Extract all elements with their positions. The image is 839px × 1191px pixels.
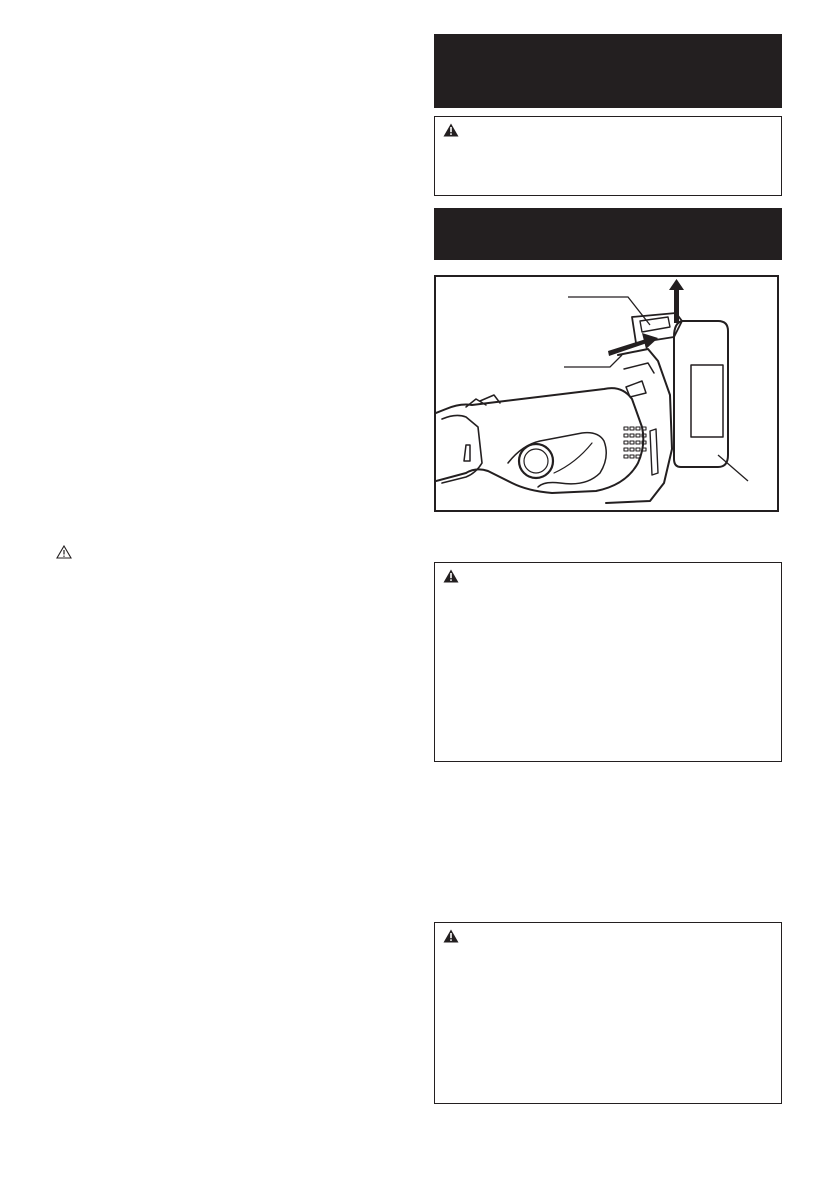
callout-leader-3 — [718, 455, 748, 481]
caution-box — [434, 922, 782, 1104]
tool-illustration — [436, 277, 777, 510]
callout-leader-1 — [568, 297, 650, 325]
caution-box — [434, 116, 782, 196]
battery-pack — [674, 321, 728, 467]
caution-triangle-outline-icon — [56, 545, 72, 559]
section-header-bar — [434, 208, 782, 260]
up-arrow-icon — [669, 279, 684, 323]
section-header-bar — [434, 34, 782, 108]
caution-triangle-solid-icon — [443, 123, 459, 137]
battery-label — [691, 365, 723, 437]
caution-triangle-solid-icon — [443, 929, 459, 943]
callout-leader-2 — [564, 355, 622, 367]
caution-triangle-solid-icon — [443, 569, 459, 583]
caution-box — [434, 562, 782, 762]
battery-removal-figure — [434, 275, 779, 512]
